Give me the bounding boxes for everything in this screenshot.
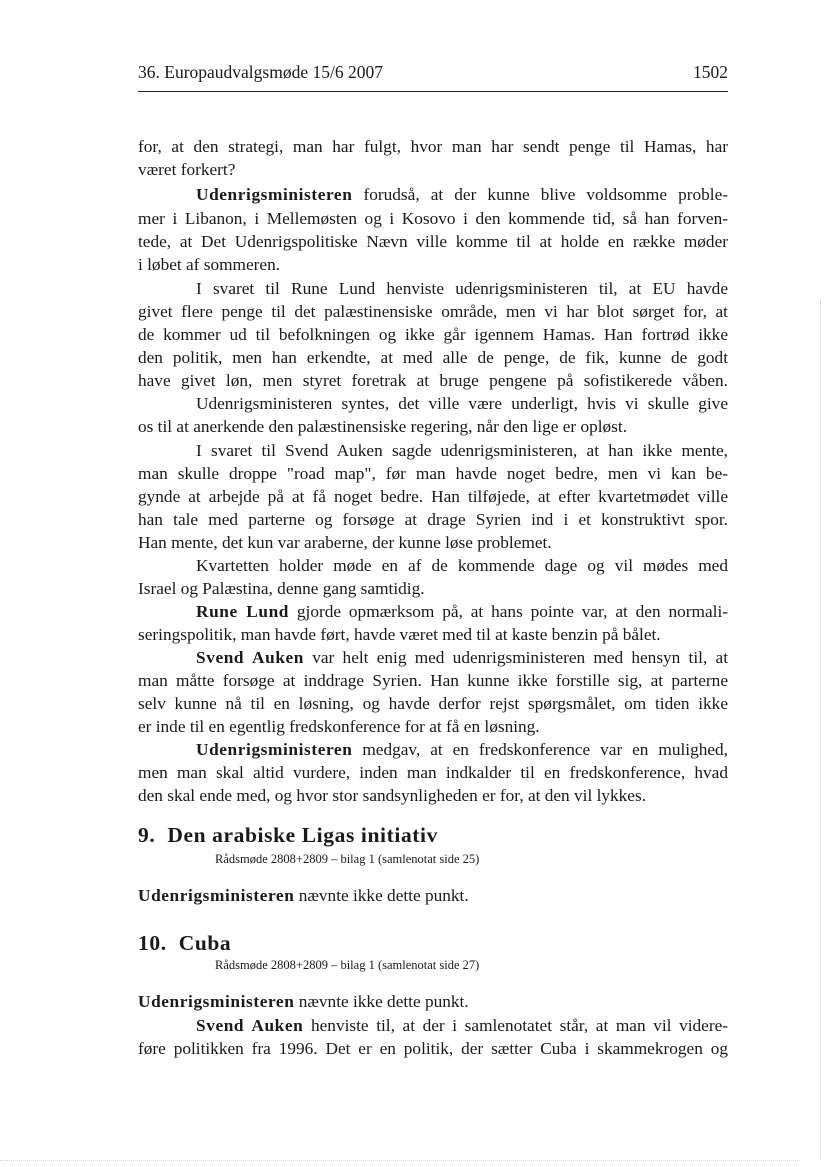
page-number: 1502 <box>693 62 728 82</box>
line-text: man skulle droppe "road map", før man havde noget bedre, men vi kan be- <box>138 464 728 483</box>
text-line <box>138 255 728 275</box>
scan-bottom-mark <box>0 1160 800 1161</box>
line-text: den skal ende med, og hvor stor sandsynligheden er for, at den vil lykkes. <box>138 786 647 805</box>
line-text: I svaret til Rune Lund henviste udenrigsministeren til, at EU havde <box>196 279 728 298</box>
line-text: for, at den strategi, man har fulgt, hvor man har sendt penge til Hamas, har <box>138 137 728 156</box>
text-line <box>138 694 728 714</box>
line-text: I svaret til Svend Auken sagde udenrigsministeren, at han ikke mente, <box>196 441 728 460</box>
text-line <box>138 648 728 668</box>
line-text: været forkert? <box>138 160 236 179</box>
text-line <box>138 209 728 229</box>
line-text: mer i Libanon, i Mellemøsten og i Kosovo i den kommende tid, så han forven- <box>138 209 728 228</box>
line-text: Udenrigsministeren syntes, det ville være underligt, hvis vi skulle give <box>196 394 728 413</box>
line-text: givet flere penge til det palæstinensiske område, men vi har blot sørget for, at <box>138 302 728 321</box>
section-reference: Rådsmøde 2808+2809 – bilag 1 (samlenotat side 27) <box>215 958 480 972</box>
speaker-name: Rune Lund <box>196 602 290 621</box>
text-line <box>138 740 728 760</box>
scan-edge-mark <box>820 300 821 1160</box>
line-text: medgav, at en fredskonference var en mulighed, <box>352 740 728 759</box>
text-line <box>138 371 728 391</box>
line-text: føre politikken fra 1996. Det er en politik, der sætter Cuba i skammekrogen og <box>138 1039 728 1058</box>
section-number: 10. <box>138 931 167 955</box>
line-text: er inde til en egentlig fredskonference for at få en løsning. <box>138 717 540 736</box>
text-line <box>138 394 728 414</box>
line-text: seringspolitik, man havde ført, havde været med til at kaste benzin på bålet. <box>138 625 661 644</box>
line-text: de kommer ud til befolkningen og ikke går igennem Hamas. Han fortrød ikke <box>138 325 728 344</box>
text-line <box>138 302 728 322</box>
text-line <box>138 160 728 180</box>
text-line <box>138 510 728 530</box>
line-text: henviste til, at der i samlenotatet står, at man vil videre- <box>303 1016 729 1035</box>
text-line <box>138 786 728 806</box>
text-line <box>138 348 728 368</box>
text-line <box>138 417 728 437</box>
speaker-name: Udenrigsministeren <box>196 185 353 204</box>
line-text: man måtte forsøge at inddrage Syrien. Han kunne ikke forstille sig, at parterne <box>138 671 728 690</box>
text-line <box>138 556 728 576</box>
text-line <box>138 232 728 252</box>
line-text: han tale med parterne og forsøge at drage Syrien ind i et konstruktivt spor. <box>138 510 728 529</box>
line-text: Kvartetten holder møde en af de kommende dage og vil mødes med <box>196 556 728 575</box>
speaker-name: Svend Auken <box>196 648 305 667</box>
section-heading <box>138 931 231 955</box>
text-line <box>138 579 728 599</box>
line-text: Han mente, det kun var araberne, der kunne løse problemet. <box>138 533 552 552</box>
line-text: have givet løn, men styret foretrak at bruge pengene på sofistikerede våben. <box>138 371 728 390</box>
text-line <box>138 602 728 622</box>
section-heading <box>138 823 438 847</box>
text-line <box>138 325 728 345</box>
text-line <box>138 671 728 691</box>
line-text: nævnte ikke dette punkt. <box>294 992 469 1011</box>
line-text: nævnte ikke dette punkt. <box>294 886 469 905</box>
header-title: 36. Europaudvalgsmøde 15/6 2007 <box>138 62 383 82</box>
line-text: i løbet af sommeren. <box>138 255 281 274</box>
line-text: os til at anerkende den palæstinensiske regering, når den lige er opløst. <box>138 417 628 436</box>
text-line <box>138 279 728 299</box>
line-text: tede, at Det Udenrigspolitiske Nævn ville komme til at holde en række møder <box>138 232 728 251</box>
speaker-name: Udenrigsministeren <box>138 992 295 1011</box>
line-text: gynde at arbejde på at få noget bedre. Han tilføjede, at efter kvartetmødet ville <box>138 487 728 506</box>
line-text: den politik, men han erkendte, at med alle de penge, de fik, kunne de godt <box>138 348 728 367</box>
line-text: gjorde opmærksom på, at hans pointe var, at den normali- <box>289 602 728 621</box>
text-line <box>138 1016 728 1036</box>
text-line <box>138 625 728 645</box>
text-line <box>138 464 728 484</box>
header-rule <box>138 91 728 92</box>
text-line <box>138 886 728 906</box>
section-reference: Rådsmøde 2808+2809 – bilag 1 (samlenotat side 25) <box>215 852 480 866</box>
text-line <box>138 992 728 1012</box>
text-line <box>138 185 728 205</box>
line-text: forudså, at der kunne blive voldsomme proble- <box>352 185 728 204</box>
line-text: selv kunne nå til en løsning, og havde derfor rejst spørgsmålet, om tiden ikke <box>138 694 728 713</box>
speaker-name: Udenrigsministeren <box>196 740 353 759</box>
section-number: 9. <box>138 823 156 847</box>
line-text: men man skal altid vurdere, inden man indkalder til en fredskonference, hvad <box>138 763 728 782</box>
text-line <box>138 763 728 783</box>
text-line <box>138 717 728 737</box>
text-line <box>138 487 728 507</box>
speaker-name: Udenrigsministeren <box>138 886 295 905</box>
text-line <box>138 533 728 553</box>
speaker-name: Svend Auken <box>196 1016 304 1035</box>
text-line <box>138 137 728 157</box>
section-title: Den arabiske Ligas initiativ <box>167 823 438 847</box>
running-header <box>138 62 728 82</box>
line-text: Israel og Palæstina, denne gang samtidig. <box>138 579 425 598</box>
text-line <box>138 1039 728 1059</box>
line-text: var helt enig med udenrigsministeren med hensyn til, at <box>304 648 728 667</box>
text-line <box>138 441 728 461</box>
section-title: Cuba <box>178 931 232 955</box>
